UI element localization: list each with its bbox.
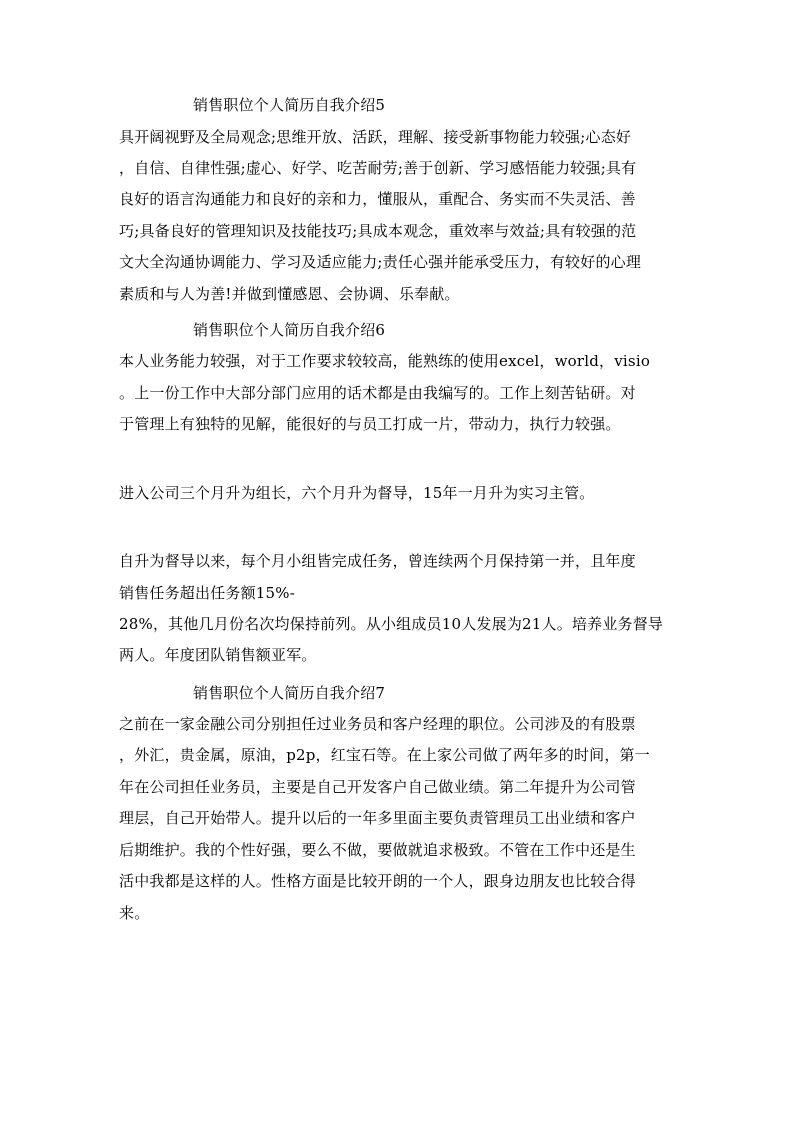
paragraph-line: 销售任务超出任务额15%- [119, 584, 296, 602]
section-heading-7: 销售职位个人简历自我介绍7 [193, 684, 386, 702]
paragraph-line: 良好的语言沟通能力和良好的亲和力，懂服从，重配合、务实而不失灵活、善 [119, 190, 636, 208]
paragraph-line: 。上一份工作中大部分部门应用的话术都是由我编写的。工作上刻苦钻研。对 [119, 384, 636, 402]
paragraph-line: 两人。年度团队销售额亚军。 [119, 646, 317, 664]
paragraph-line: 自升为督导以来，每个月小组皆完成任务，曾连续两个月保持第一并，且年度 [119, 552, 636, 570]
paragraph-line: 素质和与人为善!并做到懂感恩、会协调、乐奉献。 [119, 285, 460, 303]
paragraph-line: 28%，其他几月份名次均保持前列。从小组成员10人发展为21人。培养业务督导 [119, 615, 664, 633]
paragraph-line: 年在公司担任业务员，主要是自己开发客户自己做业绩。第二年提升为公司管 [119, 778, 636, 796]
paragraph-line: 于管理上有独特的见解，能很好的与员工打成一片，带动力，执行力较强。 [119, 415, 621, 433]
paragraph-line: 活中我都是这样的人。性格方面是比较开朗的一个人，跟身边朋友也比较合得 [119, 872, 636, 890]
paragraph-line: 具开阔视野及全局观念;思维开放、活跃，理解、接受新事物能力较强;心态好 [119, 128, 632, 146]
section-heading-5: 销售职位个人简历自我介绍5 [193, 96, 386, 114]
paragraph-line: 本人业务能力较强，对于工作要求较较高，能熟练的使用excel，world，visio [119, 352, 651, 370]
paragraph-line: 文大全沟通协调能力、学习及适应能力;责任心强并能承受压力，有较好的心理 [119, 253, 642, 271]
paragraph-line: 之前在一家金融公司分别担任过业务员和客户经理的职位。公司涉及的有股票 [119, 715, 636, 733]
paragraph-line: 进入公司三个月升为组长，六个月升为督导，15年一月升为实习主管。 [119, 484, 595, 502]
paragraph-line: ，外汇，贵金属，原油，p2p，红宝石等。在上家公司做了两年多的时间，第一 [119, 746, 650, 764]
paragraph-line: 后期维护。我的个性好强，要么不做，要做就追求极致。不管在工作中还是生 [119, 841, 636, 859]
paragraph-line: ，自信、自律性强;虚心、好学、吃苦耐劳;善于创新、学习感悟能力较强;具有 [119, 159, 637, 177]
paragraph-line: 巧;具备良好的管理知识及技能技巧;具成本观念，重效率与效益;具有较强的范 [119, 222, 637, 240]
paragraph-line: 来。 [119, 904, 150, 922]
section-heading-6: 销售职位个人简历自我介绍6 [193, 321, 386, 339]
paragraph-line: 理层，自己开始带人。提升以后的一年多里面主要负责管理员工出业绩和客户 [119, 809, 636, 827]
